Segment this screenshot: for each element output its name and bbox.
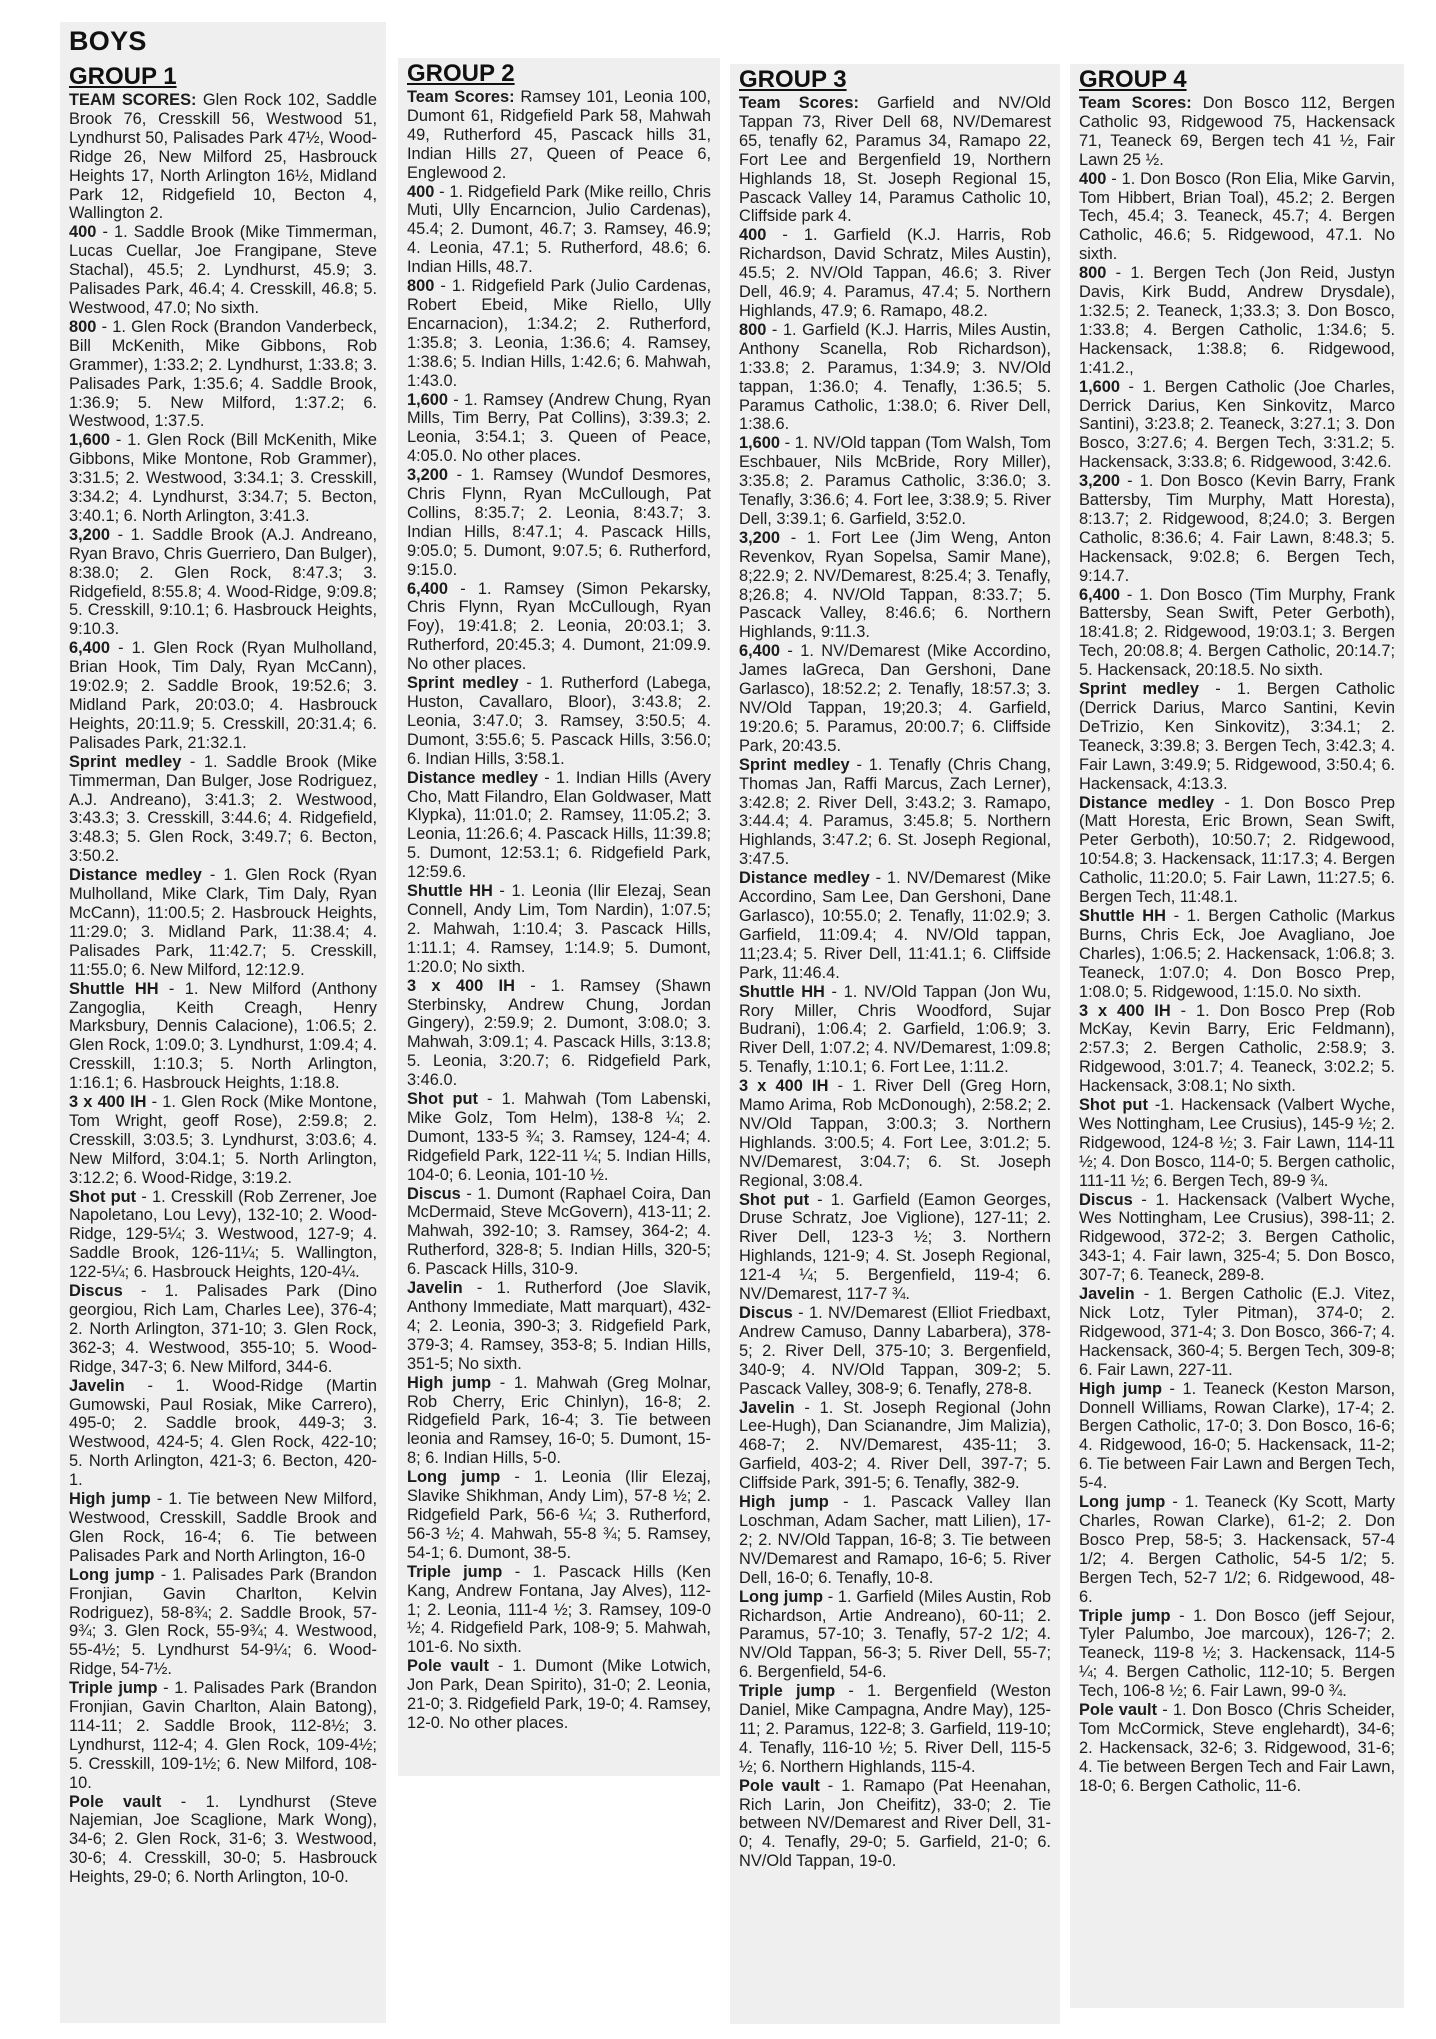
event-result (739, 1191, 1051, 1304)
event-result (407, 183, 711, 278)
event-label: 1,600 (739, 434, 781, 453)
event-text: - 1. Ramsey (Simon Pekarsky, Chris Flynn, Ryan McCullough, Ryan Foy), 19:41.8; 2. Leonia, 20:03.1; 3. Rutherford, 20:45.3; 4. Dumont, 21:09.9. No other places. (407, 579, 711, 674)
event-result (69, 866, 377, 979)
event-result (739, 983, 1051, 1078)
event-text: Glen Rock 102, Saddle Brook 76, Cresskill 56, Westwood 51, Lyndhurst 50, Palisades Park 47½, Wood-Ridge 26, New Milford 25, Hasbrouck Heights 17, North Arlington 16½, Midland Park 12, Ridgefield 10, Becton 4, Wallington 2. (69, 91, 377, 223)
event-label: Discus (69, 1282, 123, 1301)
event-label: High jump (69, 1490, 151, 1509)
event-label: Discus (739, 1304, 793, 1322)
group-heading: GROUP 4 (1079, 66, 1187, 93)
event-result (739, 1304, 1051, 1399)
event-text: - 1. Pascack Hills (Ken Kang, Andrew Fontana, Jay Alves), 112-1; 2. Leonia, 111-4 ½; 3. Ramsey, 109-0 ½; 4. Ridgefield Park, 108-9; 5. Mahwah, 101-6. No sixth. (407, 1562, 712, 1657)
event-label: Shot put (1079, 1096, 1148, 1115)
event-label: 6,400 (69, 639, 111, 658)
event-result (739, 1682, 1051, 1777)
event-label: 400 (69, 223, 97, 242)
group-2-column (398, 58, 720, 1776)
event-result (739, 1588, 1051, 1683)
event-label: Javelin (1079, 1285, 1135, 1304)
event-label: Triple jump (407, 1562, 503, 1581)
event-text: - 1. NV/Demarest (Mike Accordino, Sam Lee, Dan Gershoni, Dane Garlasco), 10:55.0; 2. Tenafly, 11:02.9; 3. Garfield, 11:09.4; 4. NV/Old tappan, 11;23.4; 5. River Dell, 11:41.1; 6. Cliffside Park, 11:46.4. (739, 869, 1051, 982)
event-result (69, 1566, 377, 1679)
group-4-column (1070, 64, 1404, 2008)
event-result (1079, 1002, 1395, 1097)
event-result (739, 756, 1051, 869)
event-label: 3,200 (69, 525, 111, 544)
event-text: -1. Hackensack (Valbert Wyche, Wes Nottingham, Lee Crusius), 145-9 ½; 2. Ridgewood, 124-8 ½; 3. Fair Lawn, 114-11 ½; 4. Don Bosco, 114-0; 5. Bergen catholic, 111-11 ½; 6. Bergen Tech, 89-9 ¾. (1079, 1096, 1396, 1190)
event-result (407, 882, 711, 977)
event-result (69, 431, 377, 526)
event-result (1079, 1493, 1395, 1606)
event-result (1079, 1096, 1395, 1191)
event-result (739, 529, 1051, 642)
group-heading: GROUP 1 (69, 63, 177, 90)
event-result (1079, 586, 1395, 681)
event-text: - 1. Don Bosco (Ron Elia, Mike Garvin, Tom Hibbert, Brian Toal), 45.2; 2. Bergen Tech, 45.4; 3. Teaneck, 45.7; 4. Bergen Catholic, 46.6; 5. Ridgewood, 47.1. No sixth. (1079, 169, 1395, 264)
event-label: High jump (1079, 1379, 1163, 1398)
event-text: - 1. Palisades Park (Brandon Fronjian, Gavin Charlton, Alain Batong), 114-11; 2. Saddle Brook, 112-8½; 3. Lyndhurst, 112-4; 4. Glen Rock, 109-4½; 5. Cresskill, 109-1½; 6. New Milford, 108-10. (69, 1679, 377, 1792)
event-text: Ramsey 101, Leonia 100, Dumont 61, Ridgefield Park 58, Mahwah 49, Rutherford 45, Pascack hills 31, Indian Hills 27, Queen of Peace 6, Englewood 2. (407, 88, 711, 182)
event-result (407, 466, 711, 579)
event-result (1079, 1607, 1395, 1702)
event-result (407, 1374, 711, 1469)
event-text: - 1. Hackensack (Valbert Wyche, Wes Nottingham, Lee Crusius), 398-11; 2. Ridgewood, 372-2; 3. Bergen Catholic, 343-1; 4. Fair lawn, 325-4; 5. Don Bosco, 307-7; 6. Teaneck, 289-8. (1079, 1190, 1395, 1285)
event-label: Sprint medley (69, 752, 182, 771)
event-label: Triple jump (1079, 1606, 1171, 1625)
event-text: - 1. Tie between New Milford, Westwood, Cresskill, Saddle Brook and Glen Rock, 16-4; 6. Tie between Palisades Park and North Arlington, 16-0 (69, 1490, 377, 1565)
event-label: 3,200 (407, 466, 449, 485)
event-result (69, 1377, 377, 1490)
event-label: 6,400 (1079, 585, 1121, 604)
event-text: - 1. Teaneck (Keston Marson, Donnell Williams, Rowan Clarke), 17-4; 2. Bergen Catholic, 17-0; 3. Don Bosco, 16-6; 4. Ridgewood, 16-0; 5. Hackensack, 11-2; 6. Tie between Fair Lawn and Bergen Tech, 5-4. (1079, 1379, 1395, 1493)
event-label: Javelin (69, 1376, 125, 1395)
event-text: - 1. Teaneck (Ky Scott, Marty Charles, Rowan Clarke), 61-2; 2. Don Bosco Prep, 58-5; 3. Hackensack, 57-4 1/2; 4. Bergen Catholic, 54-5 1/2; 5. Bergen Tech, 52-7 1/2; 6. Ridgewood, 48-6. (1079, 1493, 1395, 1606)
event-label: Pole vault (1079, 1701, 1158, 1720)
event-text: - 1. St. Joseph Regional (John Lee-Hugh), Dan Scianandre, Jim Malizia), 468-7; 2. NV/Demarest, 435-11; 3. Garfield, 403-2; 4. River Dell, 397-7; 5. Cliffside Park, 391-5; 6. Tenafly, 382-9. (739, 1398, 1051, 1493)
event-label: Long jump (1079, 1493, 1166, 1512)
event-result (69, 91, 377, 223)
event-text: - 1. Bergen Catholic (Markus Burns, Chris Eck, Joe Avagliano, Joe Charles), 1:06.5; 2. Hackensack, 1:06.8; 3. Teaneck, 1:07.0; 4. Don Bosco Prep, 1:08.0; 5. Ridgewood, 1:15.0. No sixth. (1079, 906, 1395, 1001)
group-heading: GROUP 3 (739, 66, 847, 93)
event-text: - 1. NV/Demarest (Mike Accordino, James laGreca, Dan Gershoni, Dane Garlasco), 18:52.2; 2. Tenafly, 18:57.3; 3. NV/Old Tappan, 19;20.3; 4. Garfield, 19:20.6; 5. Paramus, 20:00.7; 6. Cliffside Park, 20:43.5. (739, 642, 1051, 755)
group-2-results (407, 88, 711, 1733)
event-result (407, 580, 711, 675)
event-label: High jump (739, 1493, 829, 1512)
event-label: Javelin (407, 1279, 463, 1298)
event-result (69, 1188, 377, 1283)
event-label: Shot put (69, 1187, 137, 1206)
event-text: - 1. Rutherford (Labega, Huston, Cavallaro, Bloor), 3:43.8; 2. Leonia, 3:47.0; 3. Ramsey, 3:50.5; 4. Dumont, 3:55.6; 5. Pascack Hills, 3:56.0; 6. Indian Hills, 3:58.1. (407, 674, 712, 768)
group-3-results (739, 94, 1051, 1871)
event-text: Garfield and NV/Old Tappan 73, River Dell 68, NV/Demarest 65, tenafly 62, Paramus 34, Ramapo 22, Fort Lee and Bergenfield 19, Northern Highlands 18, St. Joseph Regional 15, Pascack Valley 14, Paramus Catholic 10, Cliffside park 4. (739, 94, 1051, 226)
event-result (407, 1563, 711, 1658)
event-result (1079, 1191, 1395, 1286)
event-text: - 1. Dumont (Mike Lotwich, Jon Park, Dean Spirito), 31-0; 2. Leonia, 21-0; 3. Ridgefield Park, 19-0; 4. Ramsey, 12-0. No other places. (407, 1657, 711, 1732)
event-label: Sprint medley (407, 674, 519, 693)
event-text: - 1. Garfield (K.J. Harris, Miles Austin, Anthony Scanella, Rob Richardson), 1:33.8; 2. Paramus, 1:34.9; 3. NV/Old tappan, 1:36.0; 4. Tenafly, 1:36.5; 5. Paramus Catholic, 1:38.0; 6. River Dell, 1:38.6. (739, 320, 1051, 434)
event-result (407, 88, 711, 183)
event-label: 800 (739, 320, 767, 339)
event-text: - 1. Mahwah (Greg Molnar, Rob Cherry, Eric Chinlyn), 16-8; 2. Ridgefield Park, 16-4; 3. Tie between leonia and Ramsey, 16-0; 5. Dumont, 15-8; 6. Indian Hills, 5-0. (407, 1373, 711, 1468)
event-result (1079, 1380, 1395, 1493)
event-text: - 1. Mahwah (Tom Labenski, Mike Golz, Tom Helm), 138-8 ¼; 2. Dumont, 133-5 ¾; 3. Ramsey, 124-4; 4. Ridgefield Park, 122-11 ¼; 5. Indian Hills, 104-0; 6. Leonia, 101-10 ½. (407, 1090, 712, 1184)
event-label: Shot put (407, 1090, 478, 1109)
event-text: - 1. Don Bosco (Kevin Barry, Frank Battersby, Tim Murphy, Matt Horesta), 8:13.7; 2. Ridgewood, 8;24.0; 3. Bergen Catholic, 8:36.6; 4. Fair Lawn, 8:48.3; 5. Hackensack, 9:02.8; 6. Bergen Tech, 9:14.7. (1079, 472, 1395, 585)
event-label: Long jump (407, 1468, 501, 1487)
event-label: 400 (1079, 169, 1107, 188)
event-result (407, 391, 711, 467)
event-result (739, 642, 1051, 755)
event-result (407, 1279, 711, 1374)
event-label: 6,400 (739, 642, 781, 661)
event-label: Pole vault (407, 1657, 489, 1676)
event-text: - 1. Lyndhurst (Steve Najemian, Joe Scaglione, Mark Wong), 34-6; 2. Glen Rock, 31-6; 3. Westwood, 30-6; 4. Cresskill, 30-0; 5. Hasbrouck Heights, 29-0; 6. North Arlington, 10-0. (69, 1792, 377, 1887)
event-text: - 1. Saddle Brook (Mike Timmerman, Dan Bulger, Jose Rodriguez, A.J. Andreano), 3:41.3; 2. Westwood, 3:43.3; 3. Cresskill, 3:44.6; 4. Ridgefield, 3:48.3; 5. Glen Rock, 3:49.7; 6. Becton, 3:50.2. (69, 752, 377, 866)
event-result (1079, 170, 1395, 265)
event-text: - 1. Ramapo (Pat Heenahan, Rich Larin, Jon Cheifitz), 33-0; 2. Tie between NV/Demarest and River Dell, 31-0; 4. Tenafly, 29-0; 5. Garfield, 21-0; 6. NV/Old Tappan, 19-0. (739, 1776, 1051, 1871)
event-result (1079, 378, 1395, 473)
event-label: Distance medley (407, 768, 539, 787)
event-text: - 1. Dumont (Raphael Coira, Dan McDermaid, Steve McGovern), 413-11; 2. Mahwah, 392-10; 3. Ramsey, 364-2; 4. Rutherford, 328-8; 5. Indian Hills, 320-5; 6. Pascack Hills, 310-9. (407, 1184, 711, 1279)
event-text: - 1. Don Bosco Prep (Rob McKay, Kevin Barry, Eric Feldmann), 2:57.3; 2. Bergen Catholic, 2:58.9; 3. Ridgewood, 3:01.7; 4. Teaneck, 3:02.2; 5. Hackensack, 3:08.1; No sixth. (1079, 1001, 1395, 1096)
event-text: - 1. Fort Lee (Jim Weng, Anton Revenkov, Ryan Sopelsa, Samir Mane), 8;22.9; 2. NV/Demarest, 8:25.4; 3. Tenafly, 8;26.8; 4. NV/Old Tappan, 8:33.7; 5. Pascack Valley, 8:46.6; 6. Northern Highlands, 9:11.3. (739, 528, 1051, 642)
event-text: - 1. Bergen Catholic (Joe Charles, Derrick Darius, Ken Sinkovitz, Marco Santini), 3:23.8; 2. Teaneck, 3:27.1; 3. Don Bosco, 3:27.6; 4. Bergen Tech, 3:31.2; 5. Hackensack, 3:33.8; 6. Ridgewood, 3:42.6. (1079, 377, 1395, 472)
event-result (739, 1077, 1051, 1190)
event-text: - 1. Glen Rock (Mike Montone, Tom Wright, geoff Rose), 2:59.8; 2. Cresskill, 3:03.5; 3. Lyndhurst, 3:03.6; 4. New Milford, 3:04.1; 5. North Arlington, 3:12.2; 6. Wood-Ridge, 3:19.2. (69, 1093, 377, 1187)
event-text: - 1. Leonia (Ilir Elezaj, Sean Connell, Andy Lim, Tom Nardin), 1:07.5; 2. Mahwah, 1:10.4; 3. Pascack Hills, 1:11.1; 4. Ramsey, 1:14.9; 5. Dumont, 1:20.0; No sixth. (407, 882, 711, 976)
event-label: 800 (1079, 264, 1107, 283)
event-label: Shuttle HH (739, 982, 825, 1001)
event-result (69, 639, 377, 752)
event-label: Discus (1079, 1190, 1133, 1209)
event-text: - 1. Rutherford (Joe Slavik, Anthony Immediate, Matt marquart), 432-4; 2. Leonia, 390-3; 3. Ridgefield Park, 379-3; 4. Ramsey, 353-8; 5. Indian Hills, 351-5; No sixth. (407, 1279, 711, 1373)
event-result (739, 869, 1051, 982)
event-label: 3,200 (739, 528, 781, 547)
event-text: - 1. Pascack Valley Ilan Loschman, Adam Sacher, matt Lilien), 17-2; 2. NV/Old Tappan, 16-8; 3. Tie between NV/Demarest and Ramapo, 16-6; 5. River Dell, 16-0; 6. Tenafly, 10-8. (739, 1493, 1051, 1587)
event-label: 800 (407, 277, 435, 296)
event-text: - 1. Garfield (Eamon Georges, Druse Schratz, Joe Viglione), 127-11; 2. River Dell, 123-3 ½; 3. Northern Highlands, 121-9; 4. St. Joseph Regional, 121-4 ¼; 5. Bergenfield, 119-4; 6. NV/Demarest, 117-7 ¾. (739, 1190, 1051, 1304)
event-result (1079, 1285, 1395, 1380)
event-text: - 1. Glen Rock (Bill McKenith, Mike Gibbons, Mike Montone, Rob Grammer), 3:31.5; 2. Westwood, 3:34.1; 3. Cresskill, 3:34.2; 4. Lyndhurst, 3:34.7; 5. Becton, 3:40.1; 6. North Arlington, 3:41.3. (69, 431, 377, 525)
event-result (407, 977, 711, 1090)
event-result (1079, 907, 1395, 1002)
event-label: Team Scores: (407, 88, 515, 106)
event-label: 6,400 (407, 579, 449, 598)
event-text: - 1. Ridgefield Park (Julio Cardenas, Robert Ebeid, Mike Riello, Ully Encarnacion), 1:34.2; 2. Rutherford, 1:35.8; 3. Leonia, 1:36.6; 4. Ramsey, 1:38.6; 5. Indian Hills, 1:42.6; 6. Mahwah, 1:43.0. (407, 277, 711, 390)
event-label: 3 x 400 IH (739, 1077, 829, 1096)
event-label: Distance medley (739, 869, 870, 888)
group-1-results (69, 91, 377, 1887)
event-text: - 1. Ramsey (Andrew Chung, Ryan Mills, Tim Berry, Pat Collins), 3:39.3; 2. Leonia, 3:54.1; 3. Queen of Peace, 4:05.0. No other places. (407, 390, 711, 466)
event-text: - 1. Bergen Catholic (Derrick Darius, Marco Santini, Kevin DeTrizio, Ken Sinkovitz), 3:34.1; 2. Teaneck, 3:39.8; 3. Bergen Tech, 3:42.3; 4. Fair Lawn, 3:49.9; 5. Ridgewood, 3:50.4; 6. Hackensack, 4:13.3. (1079, 680, 1395, 793)
event-result (69, 1490, 377, 1566)
event-result (739, 1399, 1051, 1494)
event-text: - 1. Leonia (Ilir Elezaj, Slavike Shikhman, Andy Lim), 57-8 ½; 2. Ridgefield Park, 56-6 ¼; 3. Rutherford, 56-3 ½; 4. Mahwah, 55-8 ¾; 5. Ramsey, 54-1; 6. Dumont, 38-5. (407, 1468, 711, 1562)
event-label: Triple jump (69, 1679, 158, 1698)
event-result (739, 1777, 1051, 1872)
event-label: 3 x 400 IH (69, 1093, 147, 1112)
event-label: Shuttle HH (1079, 906, 1166, 925)
event-text: - 1. Wood-Ridge (Martin Gumowski, Paul Rosiak, Mike Carrero), 495-0; 2. Saddle brook, 449-3; 3. Westwood, 424-5; 4. Glen Rock, 422-10; 5. North Arlington, 421-3; 6. Becton, 420-1. (69, 1376, 377, 1490)
event-label: Pole vault (69, 1792, 162, 1811)
event-text: - 1. Palisades Park (Brandon Fronjian, Gavin Charlton, Kelvin Rodriguez), 58-8¾; 2. Saddle Brook, 57-9¾; 3. Glen Rock, 55-9¾; 4. Westwood, 55-4½; 5. Lyndhurst 54-9¼; 6. Wood-Ridge, 54-7½. (69, 1565, 377, 1679)
event-result (69, 223, 377, 318)
event-text: - 1. New Milford (Anthony Zangoglia, Keith Creagh, Henry Marksbury, Dennis Calacione), 1:06.5; 2. Glen Rock, 1:09.0; 3. Lyndhurst, 1:09.4; 4. Cresskill, 1:10.3; 5. North Arlington, 1:16.1; 6. Hasbrouck Heights, 1:18.8. (69, 979, 377, 1093)
event-text: - 1. Glen Rock (Brandon Vanderbeck, Bill McKenith, Mike Gibbons, Rob Grammer), 1:33.2; 2. Lyndhurst, 1:33.8; 3. Palisades Park, 1:35.6; 4. Saddle Brook, 1:36.9; 5. New Milford, 1:37.2; 6. Westwood, 1:37.5. (69, 317, 377, 431)
event-result (69, 1093, 377, 1188)
event-result (407, 674, 711, 769)
event-result (407, 1185, 711, 1280)
event-text: - 1. Saddle Brook (Mike Timmerman, Lucas Cuellar, Joe Frangipane, Steve Stachal), 45.5; 2. Lyndhurst, 45.9; 3. Palisades Park, 46.4; 4. Cresskill, 46.8; 5. Westwood, 47.0; No sixth. (69, 223, 377, 317)
event-result (69, 318, 377, 431)
event-text: - 1. Bergenfield (Weston Daniel, Mike Campagna, Andre May), 125-11; 2. Paramus, 122-8; 3. Garfield, 119-10; 4. Tenafly, 116-10 ½; 5. River Dell, 115-5 ½; 6. Northern Highlands, 115-4. (739, 1682, 1051, 1776)
event-text: - 1. River Dell (Greg Horn, Mamo Arima, Rob McDonough), 2:58.2; 2. NV/Old Tappan, 3:00.3; 3. Northern Highlands. 3:00.5; 4. Fort Lee, 3:01.2; 5. NV/Demarest, 3:04.7; 6. St. Joseph Regional, 3:08.4. (739, 1077, 1051, 1190)
section-title: BOYS (69, 26, 147, 56)
event-result (1079, 264, 1395, 377)
event-text: - 1. Palisades Park (Dino georgiou, Rich Lam, Charles Lee), 376-4; 2. North Arlington, 371-10; 3. Glen Rock, 362-3; 4. Westwood, 355-10; 5. Wood-Ridge, 347-3; 6. New Milford, 344-6. (69, 1282, 377, 1376)
event-result (407, 1657, 711, 1733)
event-label: 3 x 400 IH (1079, 1001, 1171, 1020)
event-result (739, 226, 1051, 321)
event-text: - 1. Saddle Brook (A.J. Andreano, Ryan Bravo, Chris Guerriero, Dan Bulger), 8:38.0; 2. Glen Rock, 8:47.3; 3. Ridgefield, 8:55.8; 4. Wood-Ridge, 9:09.8; 5. Cresskill, 9:10.1; 6. Hasbrouck Heights, 9:10.3. (69, 525, 377, 639)
event-result (1079, 680, 1395, 793)
event-result (1079, 472, 1395, 585)
event-label: Sprint medley (1079, 680, 1200, 699)
event-text: - 1. Indian Hills (Avery Cho, Matt Filandro, Elan Goldwaser, Matt Klypka), 11:01.0; 2. Ramsey, 11:05.2; 3. Leonia, 11:26.6; 4. Pascack Hills, 11:39.8; 5. Dumont, 12:53.1; 6. Ridgefield Park, 12:59.6. (407, 768, 711, 882)
event-result (1079, 94, 1395, 170)
event-text: - 1. Tenafly (Chris Chang, Thomas Jan, Raffi Marcus, Zach Lerner), 3:42.8; 2. River Dell, 3:43.2; 3. Ramapo, 3:44.4; 4. Paramus, 3:45.8; 5. Northern Highlands, 3:47.2; 6. St. Joseph Regional, 3:47.5. (739, 755, 1051, 869)
group-4-results (1079, 94, 1395, 1796)
event-result (69, 1282, 377, 1377)
event-result (407, 277, 711, 390)
group-1-column (60, 22, 386, 2023)
event-label: 3 x 400 IH (407, 976, 515, 995)
event-text: - 1. Garfield (K.J. Harris, Rob Richardson, David Schratz, Miles Austin), 45.5; 2. NV/Old Tappan, 46.6; 3. River Dell, 46.9; 4. Paramus, 47.4; 5. Northern Highlands, 47.9; 6. Ramapo, 48.2. (739, 226, 1051, 320)
event-result (1079, 794, 1395, 907)
event-label: Discus (407, 1184, 461, 1203)
event-label: Javelin (739, 1398, 795, 1417)
event-label: 1,600 (1079, 377, 1121, 396)
event-text: - 1. Bergen Catholic (E.J. Vitez, Nick Lotz, Tyler Pitman), 374-0; 2. Ridgewood, 371-4; 3. Don Bosco, 366-7; 4. Hackensack, 360-4; 5. Bergen Tech, 309-8; 6. Fair Lawn, 227-11. (1079, 1285, 1395, 1379)
event-text: Don Bosco 112, Bergen Catholic 93, Ridgewood 75, Hackensack 71, Teaneck 69, Bergen tech 41 ½, Fair Lawn 25 ½. (1079, 94, 1395, 169)
event-result (69, 753, 377, 866)
event-label: Distance medley (69, 866, 202, 885)
event-label: Long jump (739, 1587, 823, 1606)
event-label: Long jump (69, 1565, 155, 1584)
event-text: - 1. NV/Old tappan (Tom Walsh, Tom Eschbauer, Nils McBride, Rory Miller), 3:35.8; 2. Paramus Catholic, 3:36.0; 3. Tenafly, 3:36.6; 4. Fort lee, 3:38.9; 5. River Dell, 3:39.1; 6. Garfield, 3:52.0. (739, 434, 1051, 528)
event-label: High jump (407, 1373, 492, 1392)
event-result (1079, 1701, 1395, 1796)
event-label: Team Scores: (739, 94, 859, 112)
event-text: - 1. Glen Rock (Ryan Mulholland, Brian Hook, Tim Daly, Ryan McCann), 19:02.9; 2. Saddle Brook, 19:52.6; 3. Midland Park, 20:03.0; 4. Hasbrouck Heights, 20:11.9; 5. Cresskill, 20:31.4; 6. Palisades Park, 21:32.1. (69, 639, 377, 752)
event-label: Triple jump (739, 1682, 836, 1701)
event-result (69, 1793, 377, 1888)
event-label: Team Scores: (1079, 94, 1192, 112)
group-3-column (730, 64, 1060, 2024)
event-label: 1,600 (407, 390, 449, 409)
event-result (407, 769, 711, 882)
event-result (739, 94, 1051, 226)
group-heading: GROUP 2 (407, 60, 515, 87)
event-label: Pole vault (739, 1776, 820, 1795)
event-result (739, 434, 1051, 529)
event-text: - 1. Don Bosco Prep (Matt Horesta, Eric Brown, Sean Swift, Peter Gerboth), 10:50.7; 2. Ridgewood, 10:54.8; 3. Hackensack, 11:17.3; 4. Bergen Catholic, 11:20.0; 5. Fair Lawn, 11:27.5; 6. Bergen Tech, 11:48.1. (1079, 793, 1395, 907)
event-label: Distance medley (1079, 793, 1215, 812)
event-result (69, 526, 377, 639)
event-label: TEAM SCORES: (69, 91, 197, 109)
event-result (739, 1493, 1051, 1588)
event-result (69, 1679, 377, 1792)
event-label: 400 (407, 182, 435, 201)
event-text: - 1. Ramsey (Wundof Desmores, Chris Flynn, Ryan McCullough, Pat Collins, 8:35.7; 2. Leonia, 8:43.7; 3. Indian Hills, 8:47.1; 4. Pascack Hills, 9:05.0; 5. Dumont, 9:07.5; 6. Rutherford, 9:15.0. (407, 466, 711, 579)
event-text: - 1. Garfield (Miles Austin, Rob Richardson, Artie Andreano), 60-11; 2. Paramus, 57-10; 3. Tenafly, 57-2 1/2; 4. NV/Old Tappan, 56-3; 5. River Dell, 55-7; 6. Bergenfield, 54-6. (739, 1587, 1051, 1682)
event-label: 400 (739, 226, 767, 245)
event-result (739, 321, 1051, 434)
event-text: - 1. Bergen Tech (Jon Reid, Justyn Davis, Kirk Budd, Andrew Drysdale), 1:32.5; 2. Teaneck, 1;33.3; 3. Don Bosco, 1:33.8; 4. Bergen Catholic, 1:34.6; 5. Hackensack, 1:38.8; 6. Ridgewood, 1:41.2., (1079, 264, 1395, 377)
event-result (69, 980, 377, 1093)
event-text: - 1. Glen Rock (Ryan Mulholland, Mike Clark, Tim Daly, Ryan McCann), 11:00.5; 2. Hasbrouck Heights, 11:29.0; 3. Midland Park, 11:38.4; 4. Palisades Park, 11:42.7; 5. Cresskill, 11:55.0; 6. New Milford, 12:12.9. (69, 866, 377, 979)
event-label: 3,200 (1079, 472, 1121, 491)
event-label: 800 (69, 317, 97, 336)
event-text: - 1. NV/Demarest (Elliot Friedbaxt, Andrew Camuso, Danny Labarbera), 378-5; 2. River Dell, 375-10; 3. Bergenfield, 340-9; 4. NV/Old Tappan, 309-2; 5. Pascack Valley, 308-9; 6. Tenafly, 278-8. (739, 1304, 1051, 1398)
event-text: - 1. Don Bosco (jeff Sejour, Tyler Palumbo, Joe marcoux), 126-7; 2. Teaneck, 119-8 ½; 3. Hackensack, 114-5 ¼; 4. Bergen Catholic, 112-10; 5. Bergen Tech, 106-8 ½; 6. Fair Lawn, 99-0 ¾. (1079, 1606, 1395, 1701)
event-text: - 1. Cresskill (Rob Zerrener, Joe Napoletano, Lou Levy), 132-10; 2. Wood-Ridge, 129-5¼; 3. Westwood, 127-9; 4. Saddle Brook, 126-11¼; 5. Wallington, 122-5¼; 6. Hasbrouck Heights, 120-4¼. (69, 1187, 377, 1282)
event-label: Shuttle HH (69, 979, 159, 998)
event-text: - 1. Don Bosco (Chris Scheider, Tom McCormick, Steve englehardt), 34-6; 2. Hackensack, 32-6; 3. Ridgewood, 31-6; 4. Tie between Bergen Tech and Fair Lawn, 18-0; 6. Bergen Catholic, 11-6. (1079, 1701, 1395, 1795)
event-result (407, 1090, 711, 1185)
event-label: Shot put (739, 1190, 810, 1209)
event-text: - 1. Ridgefield Park (Mike reillo, Chris Muti, Ully Encarncion, Julio Cardenas), 45.4; 2. Dumont, 46.7; 3. Ramsey, 46.9; 4. Leonia, 47.1; 5. Rutherford, 48.6; 6. Indian Hills, 48.7. (407, 182, 711, 277)
event-label: Sprint medley (739, 755, 850, 774)
event-text: - 1. NV/Old Tappan (Jon Wu, Rory Miller, Chris Woodford, Sujar Budrani), 1:06.4; 2. Garfield, 1:06.9; 3. River Dell, 1:07.2; 4. NV/Demarest, 1:09.8; 5. Tenafly, 1:10.1; 6. Fort Lee, 1:11.2. (739, 982, 1051, 1077)
event-label: 1,600 (69, 431, 111, 450)
event-label: Shuttle HH (407, 882, 493, 901)
event-text: - 1. Don Bosco (Tim Murphy, Frank Battersby, Sean Swift, Peter Gerboth), 18:41.8; 2. Ridgewood, 19:03.1; 3. Bergen Tech, 20:08.8; 4. Bergen Catholic, 20:14.7; 5. Hackensack, 20:18.5. No sixth. (1079, 585, 1395, 680)
event-text: - 1. Ramsey (Shawn Sterbinsky, Andrew Chung, Jordan Gingery), 2:59.9; 2. Dumont, 3:08.0; 3. Mahwah, 3:09.1; 4. Pascack Hills, 3:13.8; 5. Leonia, 3:20.7; 6. Ridgefield Park, 3:46.0. (407, 976, 711, 1090)
event-result (407, 1468, 711, 1563)
